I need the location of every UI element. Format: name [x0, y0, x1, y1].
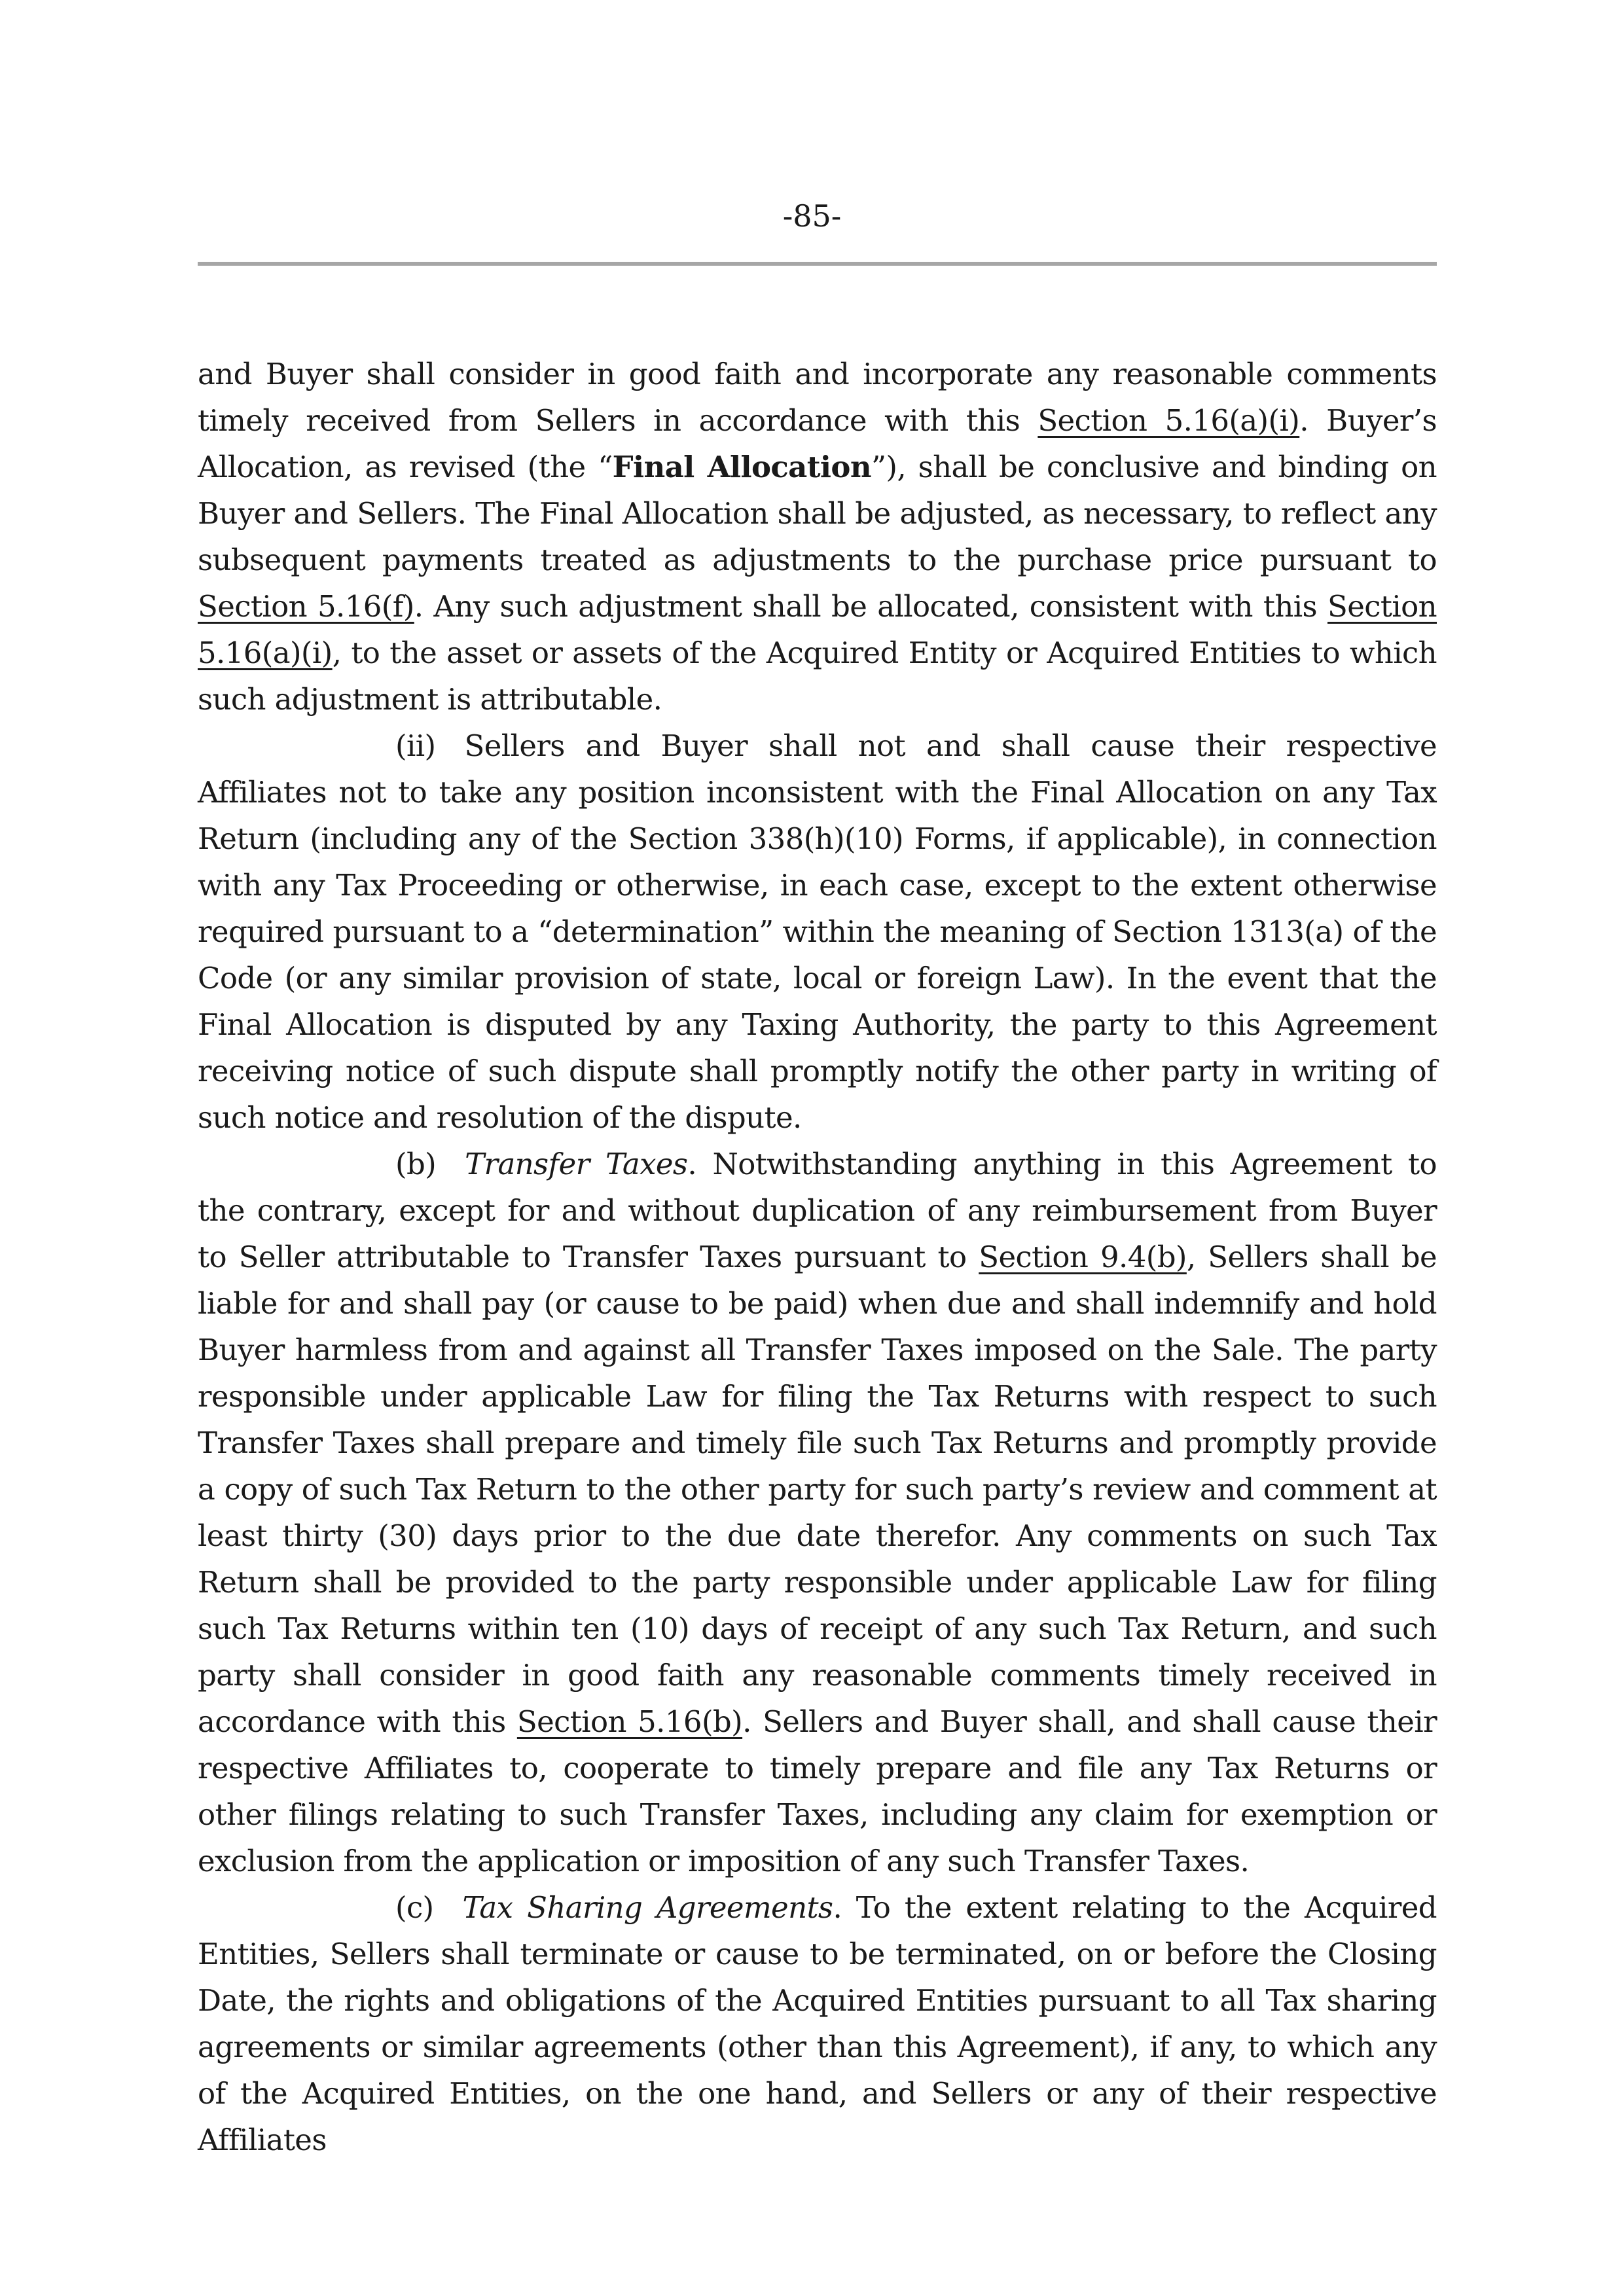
- cross-reference-link[interactable]: Section 5.16(a)(i): [198, 589, 1437, 670]
- text-run: Sellers and Buyer shall not and shall cause their respective Affiliates not to take any position inconsistent with the Final Allocation on any Tax Return (including any of the Section 338(h)(10) Forms, if applicable), in connection with any Tax Proceeding or otherwise, in each case, except to the extent otherwise required pursuant to a “determination” within the meaning of Section 1313(a) of the Code (or any similar provision of state, local or foreign Law). In the event that the Final Allocation is disputed by any Taxing Authority, the party to this Agreement receiving notice of such dispute shall promptly notify the other party in writing of such notice and resolution of the dispute.: [198, 728, 1437, 1135]
- text-run: . To the extent relating to the Acquired Entities, Sellers shall terminate or cause to be terminated, on or before the Closing Date, the rights and obligations of the Acquired Entities pursuant to all Tax sharing agreements or similar agreements (other than this Agreement), if any, to which any of the Acquired Entities, on the one hand, and Sellers or any of their respective Affiliates: [198, 1890, 1437, 2157]
- header-divider: [198, 262, 1437, 266]
- cross-reference-link[interactable]: Section 5.16(f): [198, 589, 414, 624]
- paragraph-allocation-continued: [198, 351, 1437, 723]
- text-run: . Any such adjustment shall be allocated, consistent with this: [414, 589, 1327, 624]
- section-heading: Transfer Taxes: [465, 1147, 688, 1181]
- paragraph-ii-consistent-reporting: [198, 723, 1437, 1141]
- clause-label: (b): [395, 1147, 437, 1181]
- section-heading: Tax Sharing Agreements: [462, 1890, 833, 1925]
- text-run: and Buyer shall consider in good faith and incorporate any reasonable comments timely received from Sellers in accordance with this: [198, 357, 1437, 438]
- cross-reference-link[interactable]: Section 5.16(b): [516, 1704, 743, 1739]
- text-run: , Sellers shall be liable for and shall pay (or cause to be paid) when due and shall indemnify and hold Buyer harmless from and against all Transfer Taxes imposed on the Sale. The party responsible under applicable Law for filing the Tax Returns with respect to such Transfer Taxes shall prepare and timely file such Tax Returns and promptly provide a copy of such Tax Return to the other party for such party’s review and comment at least thirty (30) days prior to the due date therefor. Any comments on such Tax Return shall be provided to the party responsible under applicable Law for filing such Tax Returns within ten (10) days of receipt of any such Tax Return, and such party shall consider in good faith any reasonable comments timely received in accordance with this: [198, 1240, 1437, 1739]
- text-run: . Notwithstanding anything in this Agreement to the contrary, except for and without duplication of any reimbursement from Buyer to Seller attributable to Transfer Taxes pursuant to: [198, 1147, 1437, 1274]
- paragraph-c-tax-sharing: [198, 1884, 1437, 2163]
- text-run: , to the asset or assets of the Acquired Entity or Acquired Entities to which such adjustment is attributable.: [198, 636, 1437, 717]
- text-run: ”), shall be conclusive and binding on Buyer and Sellers. The Final Allocation shall be adjusted, as necessary, to reflect any subsequent payments treated as adjustments to the purchase price pursuant to: [198, 450, 1437, 577]
- clause-label: (ii): [395, 728, 436, 763]
- cross-reference-link[interactable]: Section 5.16(a)(i): [1038, 403, 1300, 438]
- text-run: . Buyer’s Allocation, as revised (the “: [198, 403, 1437, 484]
- defined-term: Final Allocation: [612, 450, 871, 484]
- clause-label: (c): [395, 1890, 434, 1925]
- page-number: -85-: [782, 198, 842, 234]
- document-body: [198, 351, 1437, 2163]
- paragraph-b-transfer-taxes: [198, 1141, 1437, 1884]
- cross-reference-link[interactable]: Section 9.4(b): [979, 1240, 1187, 1274]
- text-run: . Sellers and Buyer shall, and shall cause their respective Affiliates to, cooperate to timely prepare and file any Tax Returns or other filings relating to such Transfer Taxes, including any claim for exemption or exclusion from the application or imposition of any such Transfer Taxes.: [198, 1704, 1437, 1878]
